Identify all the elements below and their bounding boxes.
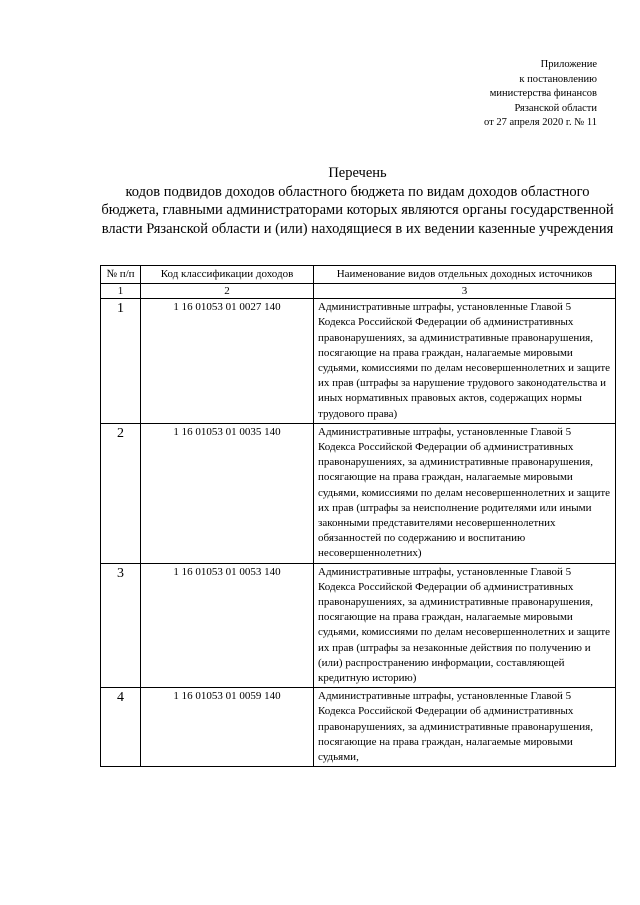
- column-index: 2: [141, 284, 314, 299]
- row-number: 4: [101, 688, 141, 767]
- table-row: [101, 563, 616, 688]
- row-name: Административные штрафы, установленные Главой 5 Кодекса Российской Федерации об административных правонарушениях, за административные правонарушения, посягающие на права граждан, налагаемые мировыми судьями,: [314, 688, 616, 767]
- document-title: [100, 164, 615, 238]
- row-number: 1: [101, 299, 141, 424]
- row-number: 3: [101, 563, 141, 688]
- appendix-line: от 27 апреля 2020 г. № 11: [484, 117, 597, 128]
- column-index: 3: [314, 284, 616, 299]
- row-code: 1 16 01053 01 0027 140: [141, 299, 314, 424]
- title-main: Перечень: [328, 165, 387, 181]
- header-number: № п/п: [101, 266, 141, 284]
- codes-table-wrapper: [100, 265, 615, 767]
- row-number: 2: [101, 423, 141, 563]
- header-name: Наименование видов отдельных доходных источников: [314, 266, 616, 284]
- appendix-line: Приложение: [540, 59, 597, 70]
- table-header-row: [101, 266, 616, 284]
- appendix-line: министерства финансов: [489, 88, 597, 99]
- row-code: 1 16 01053 01 0059 140: [141, 688, 314, 767]
- table-row: [101, 299, 616, 424]
- appendix-block: [357, 58, 597, 131]
- codes-table: [100, 265, 616, 767]
- row-name: Административные штрафы, установленные Главой 5 Кодекса Российской Федерации об административных правонарушениях, за административные правонарушения, посягающие на права граждан, налагаемые мировыми судьями, комиссиями по делам несовершеннолетних и защите их прав (штрафы за незаконные действия по получению и (или) распространению информации, составляющей кредитную историю): [314, 563, 616, 688]
- row-code: 1 16 01053 01 0053 140: [141, 563, 314, 688]
- header-code: Код классификации доходов: [141, 266, 314, 284]
- column-index: 1: [101, 284, 141, 299]
- appendix-line: к постановлению: [519, 73, 597, 85]
- row-name: Административные штрафы, установленные Главой 5 Кодекса Российской Федерации об административных правонарушениях, за административные правонарушения, посягающие на права граждан, налагаемые мировыми судьями, комиссиями по делам несовершеннолетних и защите их прав (штрафы за нарушение трудового законодательства и иных нормативных правовых актов, содержащих нормы трудового права): [314, 299, 616, 424]
- appendix-line: Рязанской области: [514, 102, 597, 114]
- title-subtitle: кодов подвидов доходов областного бюджета по видам доходов областного бюджета, главными администраторами которых являются органы государственной власти Рязанской области и (или) находящиеся в их ведении казенные учреждения: [101, 183, 614, 237]
- table-index-row: [101, 284, 616, 299]
- table-row: [101, 423, 616, 563]
- table-row: [101, 688, 616, 767]
- row-name: Административные штрафы, установленные Главой 5 Кодекса Российской Федерации об административных правонарушениях, за административные правонарушения, посягающие на права граждан, налагаемые мировыми судьями, комиссиями по делам несовершеннолетних и защите их прав (штрафы за неисполнение родителями или иными законными представителями несовершеннолетних обязанностей по содержанию и воспитанию несовершеннолетних): [314, 423, 616, 563]
- row-code: 1 16 01053 01 0035 140: [141, 423, 314, 563]
